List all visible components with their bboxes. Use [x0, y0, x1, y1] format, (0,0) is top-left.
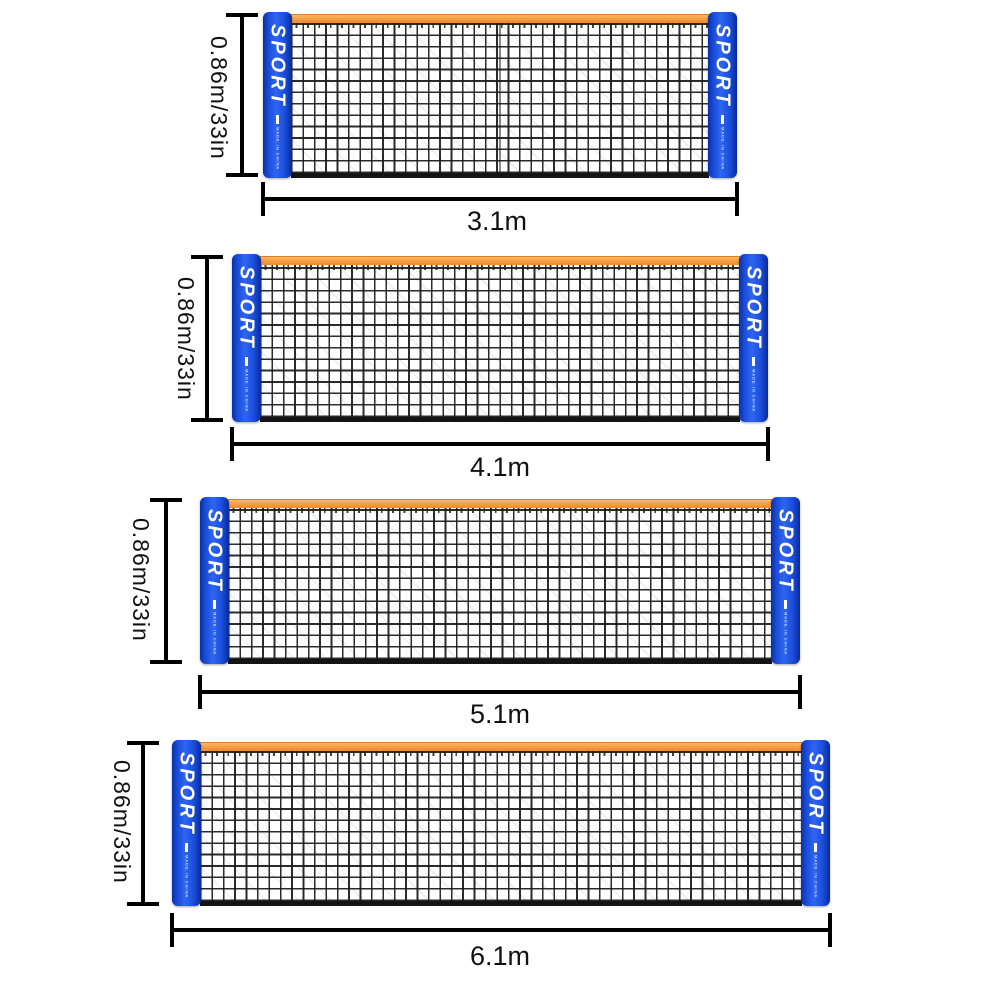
height-dimension-line-2 [205, 257, 209, 420]
logo-dash [784, 600, 787, 609]
net-post-left-3 [200, 497, 229, 664]
net-variant-6-1m [172, 740, 830, 906]
logo-dash [213, 600, 216, 609]
height-dimension-line-4 [141, 743, 145, 904]
net-mesh [200, 751, 802, 901]
net-top-band [200, 742, 802, 751]
net-top-band [291, 14, 709, 23]
logo-dash [276, 115, 279, 124]
height-dimension-line-3 [164, 500, 168, 662]
net-bottom-band [291, 173, 709, 178]
made-in-text: MADE IN CHINA [212, 611, 218, 655]
net-top-band [228, 499, 772, 508]
net-variant-5-1m [200, 497, 800, 664]
width-label-3: 5.1m [469, 699, 531, 729]
net-tie-loops [260, 265, 740, 270]
net-mesh [260, 265, 740, 417]
made-in-text: MADE IN CHINA [720, 126, 726, 170]
width-label-2: 4.1m [469, 452, 531, 482]
net-post-left-2 [232, 254, 261, 422]
made-in-text: MADE IN CHINA [751, 368, 757, 412]
width-label-1: 3.1m [466, 206, 528, 236]
logo-dash [721, 115, 724, 124]
net-post-right-4 [801, 740, 830, 906]
sport-logo-text: SPORT [774, 509, 797, 593]
net-post-left-4 [172, 740, 201, 906]
logo-dash [814, 843, 817, 852]
width-dimension-line-2 [232, 442, 768, 446]
width-dimension-line-1 [263, 197, 737, 201]
height-label-2: 0.86m/33in [173, 277, 199, 401]
net-post-left-1 [263, 12, 292, 178]
net-post-right-3 [771, 497, 800, 664]
sport-logo-text: SPORT [235, 266, 258, 350]
net-center-seam [499, 23, 501, 173]
made-in-text: MADE IN CHINA [184, 854, 190, 898]
sport-logo-text: SPORT [711, 24, 734, 108]
height-dimension-line-1 [240, 15, 244, 175]
net-top-band [260, 256, 740, 265]
height-label-3: 0.86m/33in [128, 518, 154, 642]
net-post-right-2 [739, 254, 768, 422]
height-label-4: 0.86m/33in [109, 760, 135, 884]
width-label-4: 6.1m [469, 941, 531, 971]
width-dimension-line-4 [172, 928, 830, 932]
sport-logo-text: SPORT [175, 752, 198, 836]
net-bottom-band [260, 417, 740, 422]
sport-logo-text: SPORT [266, 24, 289, 108]
made-in-text: MADE IN CHINA [275, 126, 281, 170]
net-tie-loops [228, 508, 772, 513]
made-in-text: MADE IN CHINA [813, 854, 819, 898]
net-post-right-1 [708, 12, 737, 178]
logo-dash [245, 357, 248, 366]
height-label-1: 0.86m/33in [206, 36, 232, 160]
made-in-text: MADE IN CHINA [783, 611, 789, 655]
net-bottom-band [228, 659, 772, 664]
net-variant-3-1m [263, 12, 737, 178]
sport-logo-text: SPORT [804, 752, 827, 836]
net-variant-4-1m [232, 254, 768, 422]
sport-logo-text: SPORT [203, 509, 226, 593]
width-dimension-line-3 [200, 690, 800, 694]
net-mesh [228, 508, 772, 659]
made-in-text: MADE IN CHINA [244, 368, 250, 412]
net-bottom-band [200, 901, 802, 906]
net-tie-loops [200, 751, 802, 756]
logo-dash [752, 357, 755, 366]
sport-logo-text: SPORT [742, 266, 765, 350]
logo-dash [185, 843, 188, 852]
